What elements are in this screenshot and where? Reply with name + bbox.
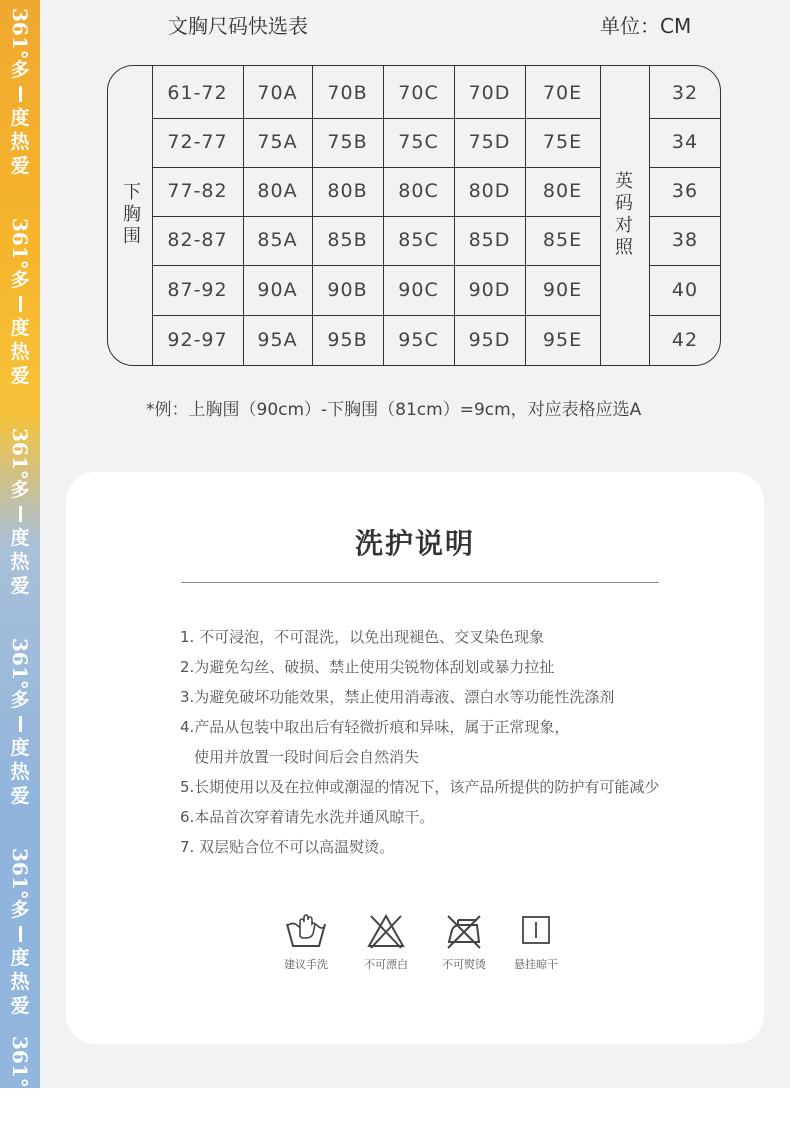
underbust-label-char: 胸 [123, 204, 141, 225]
slogan-char: 多 [10, 479, 30, 501]
brand-logo: 361° [8, 218, 32, 270]
strip-group [0, 1036, 40, 1086]
care-item: 3.为避免破坏功能效果，禁止使用消毒液、漂白水等功能性洗涤剂 [180, 688, 615, 706]
uk-size-cell: 34 [671, 131, 699, 153]
strip-group [0, 218, 40, 388]
strip-group [0, 848, 40, 1018]
slogan-char: 热 [10, 761, 30, 783]
brand-side-strip [0, 0, 40, 1088]
no-bleach-label: 不可漂白 [364, 958, 408, 971]
size-cell: 75A [257, 131, 298, 153]
strip-group [0, 428, 40, 598]
underbust-range-cell: 82-87 [167, 229, 228, 251]
size-cell: 80C [398, 180, 439, 202]
slogan-bar [19, 716, 22, 732]
care-item: 1. 不可浸泡，不可混洗，以免出现褪色、交叉染色现象 [180, 628, 545, 646]
no-iron-label: 不可熨烫 [442, 958, 486, 971]
care-title: 洗护说明 [354, 527, 475, 560]
slogan-char: 爱 [10, 785, 30, 807]
size-cell: 70A [257, 82, 298, 104]
slogan-char: 度 [10, 947, 30, 969]
intl-size-label: 英 码 对 照 [615, 171, 633, 258]
size-cell: 75E [542, 131, 583, 153]
underbust-range-cell: 61-72 [167, 82, 228, 104]
care-item: 使用并放置一段时间后会自然消失 [194, 748, 420, 766]
size-table-title: 文胸尺码快选表 [168, 14, 308, 38]
slogan-char: 热 [10, 551, 30, 573]
size-cell: 80A [257, 180, 298, 202]
slogan-char: 多 [10, 689, 30, 711]
size-cell: 95A [257, 329, 298, 351]
slogan-char: 热 [10, 341, 30, 363]
size-cell: 70B [327, 82, 368, 104]
uk-size-cell: 32 [671, 82, 699, 104]
underbust-label-char: 围 [123, 226, 141, 247]
underbust-range-cell: 72-77 [167, 131, 228, 153]
slogan-char: 爱 [10, 365, 30, 387]
underbust-range-cell: 77-82 [167, 180, 228, 202]
size-cell: 70C [398, 82, 439, 104]
size-cell: 90A [257, 279, 298, 301]
hand-wash-label: 建议手洗 [284, 958, 328, 971]
strip-group [0, 8, 40, 178]
example-note: *例：上胸围（90cm）-下胸围（81cm）=9cm，对应表格应选A [146, 400, 642, 420]
slogan-char: 度 [10, 107, 30, 129]
slogan-bar [19, 506, 22, 522]
underbust-range-cell: 87-92 [167, 279, 228, 301]
brand-logo: 361° [8, 848, 32, 900]
care-item: 5.长期使用以及在拉伸或潮湿的情况下，该产品所提供的防护有可能减少 [180, 778, 660, 796]
care-item: 2.为避免勾丝、破损、禁止使用尖锐物体刮划或暴力拉扯 [180, 658, 555, 676]
brand-logo: 361° [8, 638, 32, 690]
uk-size-cell: 42 [671, 329, 699, 351]
hang-dry-icon [516, 912, 556, 950]
care-item: 4.产品从包装中取出后有轻微折痕和异味，属于正常现象， [180, 718, 570, 736]
slogan-char: 爱 [10, 995, 30, 1017]
slogan-char: 度 [10, 317, 30, 339]
size-cell: 90B [327, 279, 368, 301]
size-cell: 80B [327, 180, 368, 202]
no-iron-symbol [429, 912, 499, 972]
unit-label: 单位：CM [600, 14, 692, 38]
care-item: 6.本品首次穿着请先水洗并通风晾干。 [180, 808, 435, 826]
size-cell: 85D [468, 229, 511, 251]
size-cell: 75D [468, 131, 511, 153]
slogan-char: 多 [10, 269, 30, 291]
size-cell: 90E [542, 279, 583, 301]
hang-dry-symbol [501, 912, 571, 972]
slogan-char: 度 [10, 527, 30, 549]
slogan-char: 度 [10, 737, 30, 759]
care-card [66, 472, 764, 1044]
size-cell: 85E [542, 229, 583, 251]
size-cell: 75B [327, 131, 368, 153]
size-cell: 80D [468, 180, 511, 202]
hang-dry-label: 悬挂晾干 [514, 958, 558, 971]
size-cell: 95C [398, 329, 439, 351]
size-cell: 95B [327, 329, 368, 351]
slogan-char: 多 [10, 59, 30, 81]
slogan-char: 多 [10, 899, 30, 921]
hand-wash-symbol [271, 912, 341, 972]
table-divider [600, 65, 601, 366]
slogan-char: 爱 [10, 575, 30, 597]
size-cell: 75C [398, 131, 439, 153]
underbust-range-cell: 92-97 [167, 329, 228, 351]
no-iron-icon [444, 912, 484, 950]
care-divider [181, 582, 659, 583]
size-cell: 95D [468, 329, 511, 351]
care-item: 7. 双层贴合位不可以高温熨烫。 [180, 838, 395, 856]
care-instructions-list [180, 622, 659, 862]
uk-size-cell: 40 [671, 279, 699, 301]
brand-logo: 361° [8, 1036, 32, 1088]
slogan-char: 热 [10, 131, 30, 153]
size-cell: 80E [542, 180, 583, 202]
size-cell: 90D [468, 279, 511, 301]
brand-logo: 361° [8, 428, 32, 480]
uk-size-cell: 38 [671, 229, 699, 251]
size-cell: 70E [542, 82, 583, 104]
slogan-bar [19, 296, 22, 312]
size-cell: 95E [542, 329, 583, 351]
size-cell: 85B [327, 229, 368, 251]
size-cell: 70D [468, 82, 511, 104]
uk-size-cell: 36 [671, 180, 699, 202]
size-cell: 85A [257, 229, 298, 251]
underbust-label-char: 下 [123, 182, 141, 203]
no-bleach-icon [366, 912, 406, 950]
underbust-label [120, 182, 144, 248]
no-bleach-symbol [351, 912, 421, 972]
brand-logo: 361° [8, 8, 32, 60]
size-cell: 90C [398, 279, 439, 301]
slogan-char: 热 [10, 971, 30, 993]
size-cell: 85C [398, 229, 439, 251]
slogan-bar [19, 926, 22, 942]
strip-group [0, 638, 40, 808]
slogan-char: 爱 [10, 155, 30, 177]
hand-wash-icon [284, 912, 328, 950]
slogan-bar [19, 86, 22, 102]
